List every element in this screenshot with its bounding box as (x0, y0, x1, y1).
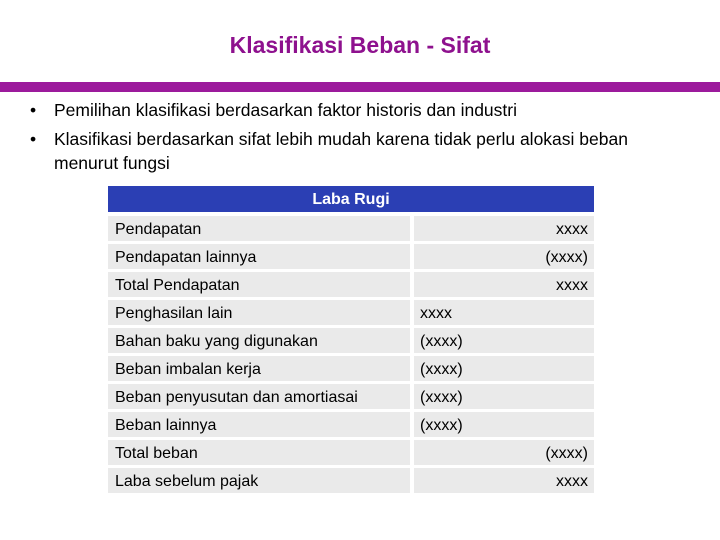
title-divider (0, 82, 720, 92)
row-value: (xxxx) (414, 384, 594, 409)
bullet-dot-icon: • (30, 100, 37, 120)
bullet-dot-icon: • (30, 129, 37, 149)
table-row (108, 244, 594, 269)
table-row (108, 216, 594, 241)
table-row (108, 468, 594, 493)
row-value: xxxx (414, 300, 594, 325)
row-label: Laba sebelum pajak (108, 468, 410, 493)
bullet-item (30, 98, 690, 122)
row-value: (xxxx) (414, 412, 594, 437)
row-value: (xxxx) (414, 328, 594, 353)
table-row (108, 272, 594, 297)
row-value: xxxx (414, 272, 594, 297)
bullet-text: Pemilihan klasifikasi berdasarkan faktor historis dan industri (54, 100, 517, 120)
table-header: Laba Rugi (108, 186, 594, 212)
row-label: Beban imbalan kerja (108, 356, 410, 381)
row-value: xxxx (414, 468, 594, 493)
row-label: Total beban (108, 440, 410, 465)
row-label: Penghasilan lain (108, 300, 410, 325)
row-value: (xxxx) (414, 440, 594, 465)
row-label: Pendapatan lainnya (108, 244, 410, 269)
table-row (108, 300, 594, 325)
row-label: Beban penyusutan dan amortiasai (108, 384, 410, 409)
income-statement-table (108, 186, 594, 496)
table-row (108, 356, 594, 381)
table-body (108, 216, 594, 493)
slide-title: Klasifikasi Beban - Sifat (229, 32, 491, 58)
row-value: xxxx (414, 216, 594, 241)
row-label: Total Pendapatan (108, 272, 410, 297)
bullet-list (30, 98, 690, 180)
bullet-item (30, 127, 690, 175)
row-label: Pendapatan (108, 216, 410, 241)
table-row (108, 412, 594, 437)
row-label: Bahan baku yang digunakan (108, 328, 410, 353)
table-row (108, 440, 594, 465)
table-row (108, 328, 594, 353)
row-value: (xxxx) (414, 356, 594, 381)
bullet-text: Klasifikasi berdasarkan sifat lebih mudah karena tidak perlu alokasi beban menurut fungsi (54, 129, 628, 173)
row-value: (xxxx) (414, 244, 594, 269)
row-label: Beban lainnya (108, 412, 410, 437)
table-row (108, 384, 594, 409)
